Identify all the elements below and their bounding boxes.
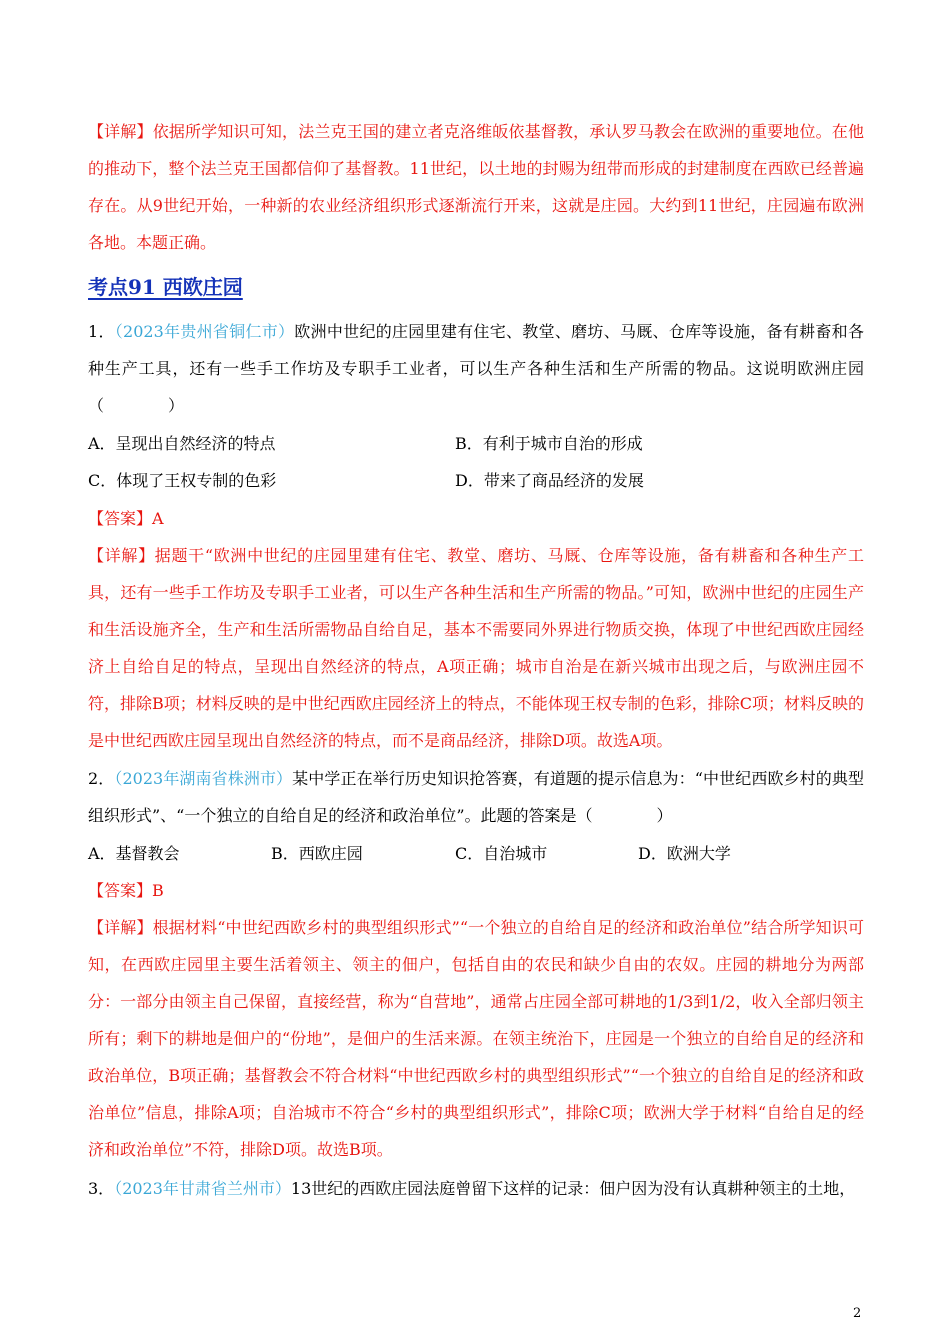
q2-detail-text: 根据材料“中世纪西欧乡村的典型组织形式”“一个独立的自给自足的经济和政治单位”结合所学知识可知，在西欧庄园里主要生活着领主、领主的佃户，包括自由的农民和缺少自由的农奴。庄园的耕地分为两部分：一部分由领主自己保留，直接经营，称为“自营地”，通常占庄园全部可耕地的1/3到1/2，收入全部归领主所有；剩下的耕地是佃户的“份地”，是佃户的生活来源。在领主统治下，庄园是一个独立的自给自足的经济和政治单位，B项正确；基督教会不符合材料“中世纪西欧乡村的典型组织形式”“一个独立的自给自足的经济和政治单位”信息，排除A项；自治城市不符合“乡村的典型组织形式”，排除C项；欧洲大学于材料“自给自足的经济和政治单位”不符，排除D项。故选B项。 (88, 918, 864, 1159)
q1-option-a: A．呈现出自然经济的特点 (88, 434, 276, 453)
page-number: 2 (853, 1306, 862, 1321)
q2-stem (88, 760, 864, 834)
q3-stem-text: 13世纪的西欧庄园法庭曾留下这样的记录：佃户因为没有认真耕种领主的土地， (290, 1179, 856, 1198)
q2-number: 2． (88, 769, 115, 788)
intro-detail (88, 113, 864, 261)
q1-option-c: C．体现了王权专制的色彩 (88, 471, 277, 490)
q2-answer: 【答案】B (88, 881, 164, 900)
q2-detail (88, 909, 864, 1168)
q1-option-b: B．有利于城市自治的形成 (455, 434, 643, 453)
intro-detail-label: 【详解】 (88, 122, 153, 141)
intro-detail-text: 依据所学知识可知，法兰克王国的建立者克洛维皈依基督教，承认罗马教会在欧洲的重要地位。在他的推动下，整个法兰克王国都信仰了基督教。11世纪，以土地的封赐为纽带而形成的封建制度在西欧已经普遍存在。从9世纪开始，一种新的农业经济组织形式逐渐流行开来，这就是庄园。大约到11世纪，庄园遍布欧洲各地。本题正确。 (88, 122, 864, 252)
q2-option-c: C．自治城市 (455, 844, 548, 863)
q1-stem (88, 313, 864, 424)
section-title: 考点91 西欧庄园 (88, 275, 243, 299)
q1-detail-label: 【详解】 (88, 546, 155, 565)
q3-stem (88, 1170, 864, 1207)
q2-detail-label: 【详解】 (88, 918, 153, 937)
q1-source: （2023年贵州省铜仁市） (114, 322, 295, 341)
q3-number: 3． (88, 1179, 115, 1198)
q2-stem-text: 某中学正在举行历史知识抢答赛，有道题的提示信息为：“中世纪西欧乡村的典型组织形式”、“一个独立的自给自足的经济和政治单位”。此题的答案是（ ） (88, 769, 864, 825)
q3-source: （2023年甘肃省兰州市） (114, 1179, 291, 1198)
q2-option-b: B．西欧庄园 (271, 844, 363, 863)
q1-detail (88, 537, 864, 759)
q2-option-d: D．欧洲大学 (638, 844, 731, 863)
q1-option-d: D．带来了商品经济的发展 (455, 471, 644, 490)
q1-answer: 【答案】A (88, 509, 164, 528)
q1-stem-text: 欧洲中世纪的庄园里建有住宅、教堂、磨坊、马厩、仓库等设施，备有耕畜和各种生产工具，还有一些手工作坊及专职手工业者，可以生产各种生活和生产所需的物品。这说明欧洲庄园（ ） (88, 322, 864, 415)
q1-number: 1． (88, 322, 115, 341)
q2-option-a: A．基督教会 (88, 844, 180, 863)
q2-source: （2023年湖南省株洲市） (114, 769, 293, 788)
q1-detail-text: 据题干“欧洲中世纪的庄园里建有住宅、教堂、磨坊、马厩、仓库等设施，备有耕畜和各种生产工具，还有一些手工作坊及专职手工业者，可以生产各种生活和生产所需的物品。”可知，欧洲中世纪的庄园生产和生活设施齐全，生产和生活所需物品自给自足，基本不需要同外界进行物质交换，体现了中世纪西欧庄园经济上自给自足的特点，呈现出自然经济的特点，A项正确；城市自治是在新兴城市出现之后，与欧洲庄园不符，排除B项；材料反映的是中世纪西欧庄园经济上的特点，不能体现王权专制的色彩，排除C项；材料反映的是中世纪西欧庄园呈现出自然经济的特点，而不是商品经济，排除D项。故选A项。 (88, 546, 865, 750)
